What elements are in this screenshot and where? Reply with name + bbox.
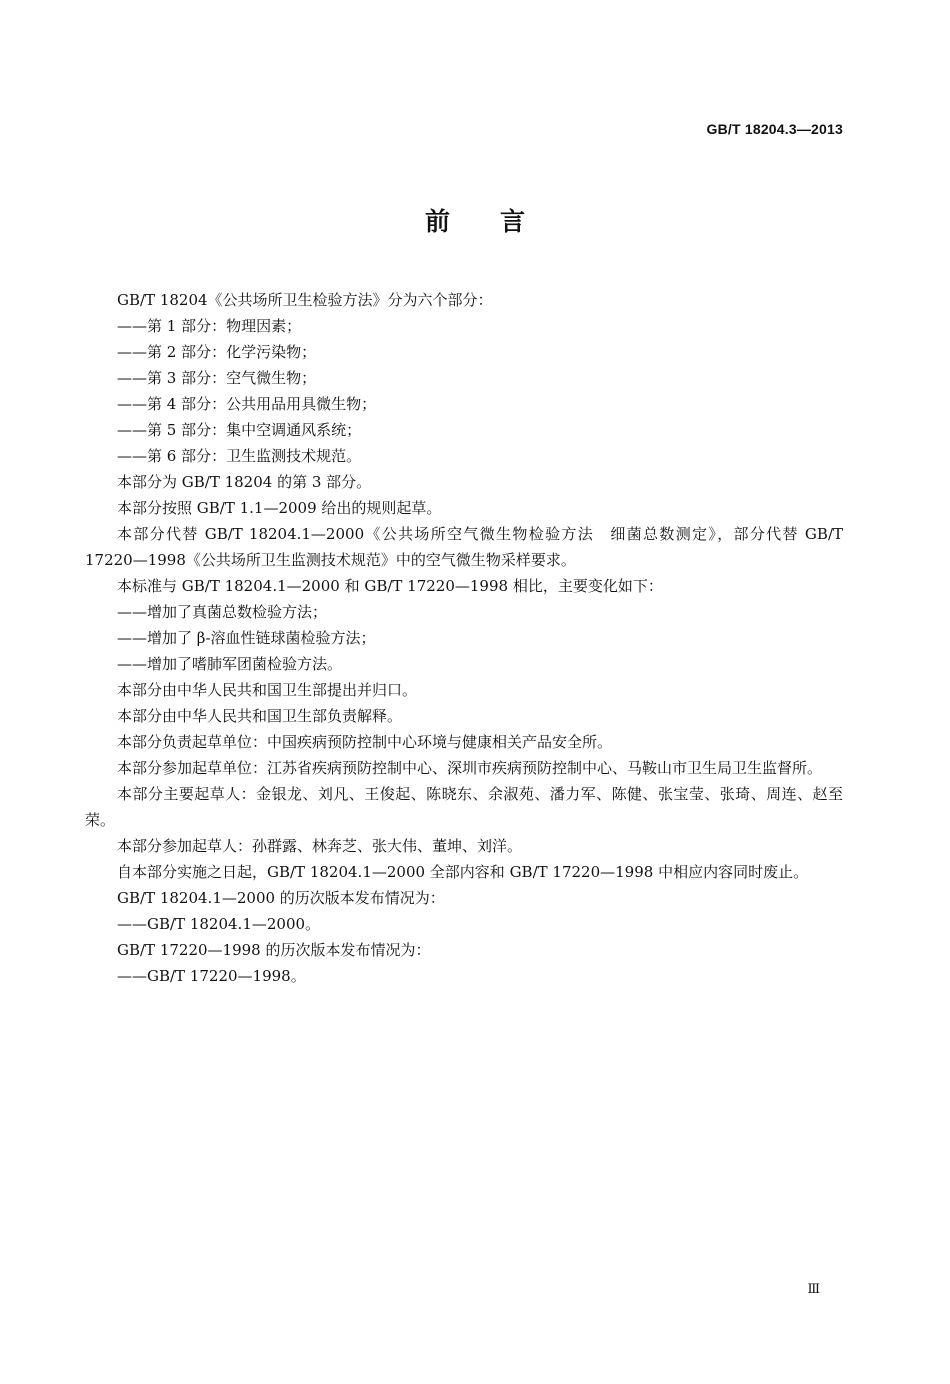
participants-paragraph: 本部分参加起草单位：江苏省疾病预防控制中心、深圳市疾病预防控制中心、马鞍山市卫生局卫生监督所。 [117, 759, 823, 777]
drafters-paragraph: 本部分主要起草人：金银龙、刘凡、王俊起、陈晓东、余淑苑、潘力军、陈健、张宝莹、张琦、周连、赵至荣。 [85, 785, 843, 829]
replacement-paragraph: 本部分代替 GB/T 18204.1—2000《公共场所空气微生物检验方法 细菌总数测定》，部分代替 GB/T 17220—1998《公共场所卫生监测技术规范》中的空气微生物采样要求。 [85, 525, 843, 569]
standard-number: GB/T 18204.3—2013 [706, 121, 843, 137]
list-item: ——第 2 部分：化学污染物； [117, 343, 317, 361]
list-item: ——GB/T 17220—1998。 [117, 967, 306, 985]
list-item: ——增加了嗜肺军团菌检验方法。 [117, 655, 343, 673]
page-number: Ⅲ [807, 1282, 820, 1297]
list-item: ——第 5 部分：集中空调通风系统； [117, 421, 362, 439]
text-line: 本标准与 GB/T 18204.1—2000 和 GB/T 17220—1998 相比，主要变化如下： [117, 577, 663, 595]
abolish-paragraph: 自本部分实施之日起，GB/T 18204.1—2000 全部内容和 GB/T 17220—1998 中相应内容同时废止。 [117, 863, 809, 881]
list-item: ——增加了真菌总数检验方法； [117, 603, 328, 621]
text-line: GB/T 17220—1998 的历次版本发布情况为： [117, 941, 431, 959]
text-line: 本部分由中华人民共和国卫生部提出并归口。 [117, 681, 418, 699]
text-line: GB/T 18204.1—2000 的历次版本发布情况为： [117, 889, 445, 907]
list-item: ——GB/T 18204.1—2000。 [117, 915, 321, 933]
list-item: ——增加了 β-溶血性链球菌检验方法； [117, 629, 376, 647]
text-line: 本部分由中华人民共和国卫生部负责解释。 [117, 707, 403, 725]
text-line: 本部分负责起草单位：中国疾病预防控制中心环境与健康相关产品安全所。 [117, 733, 613, 751]
foreword-body [85, 287, 843, 989]
text-line: 本部分参加起草人：孙群露、林奔芝、张大伟、董坤、刘洋。 [117, 837, 523, 855]
text-line: GB/T 18204《公共场所卫生检验方法》分为六个部分： [117, 291, 493, 309]
list-item: ——第 3 部分：空气微生物； [117, 369, 317, 387]
text-line: 本部分按照 GB/T 1.1—2009 给出的规则起草。 [117, 499, 442, 517]
list-item: ——第 1 部分：物理因素； [117, 317, 302, 335]
text-line: 本部分为 GB/T 18204 的第 3 部分。 [117, 473, 372, 491]
list-item: ——第 4 部分：公共用品用具微生物； [117, 395, 377, 413]
list-item: ——第 6 部分：卫生监测技术规范。 [117, 447, 362, 465]
page-title: 前 言 [424, 207, 525, 236]
